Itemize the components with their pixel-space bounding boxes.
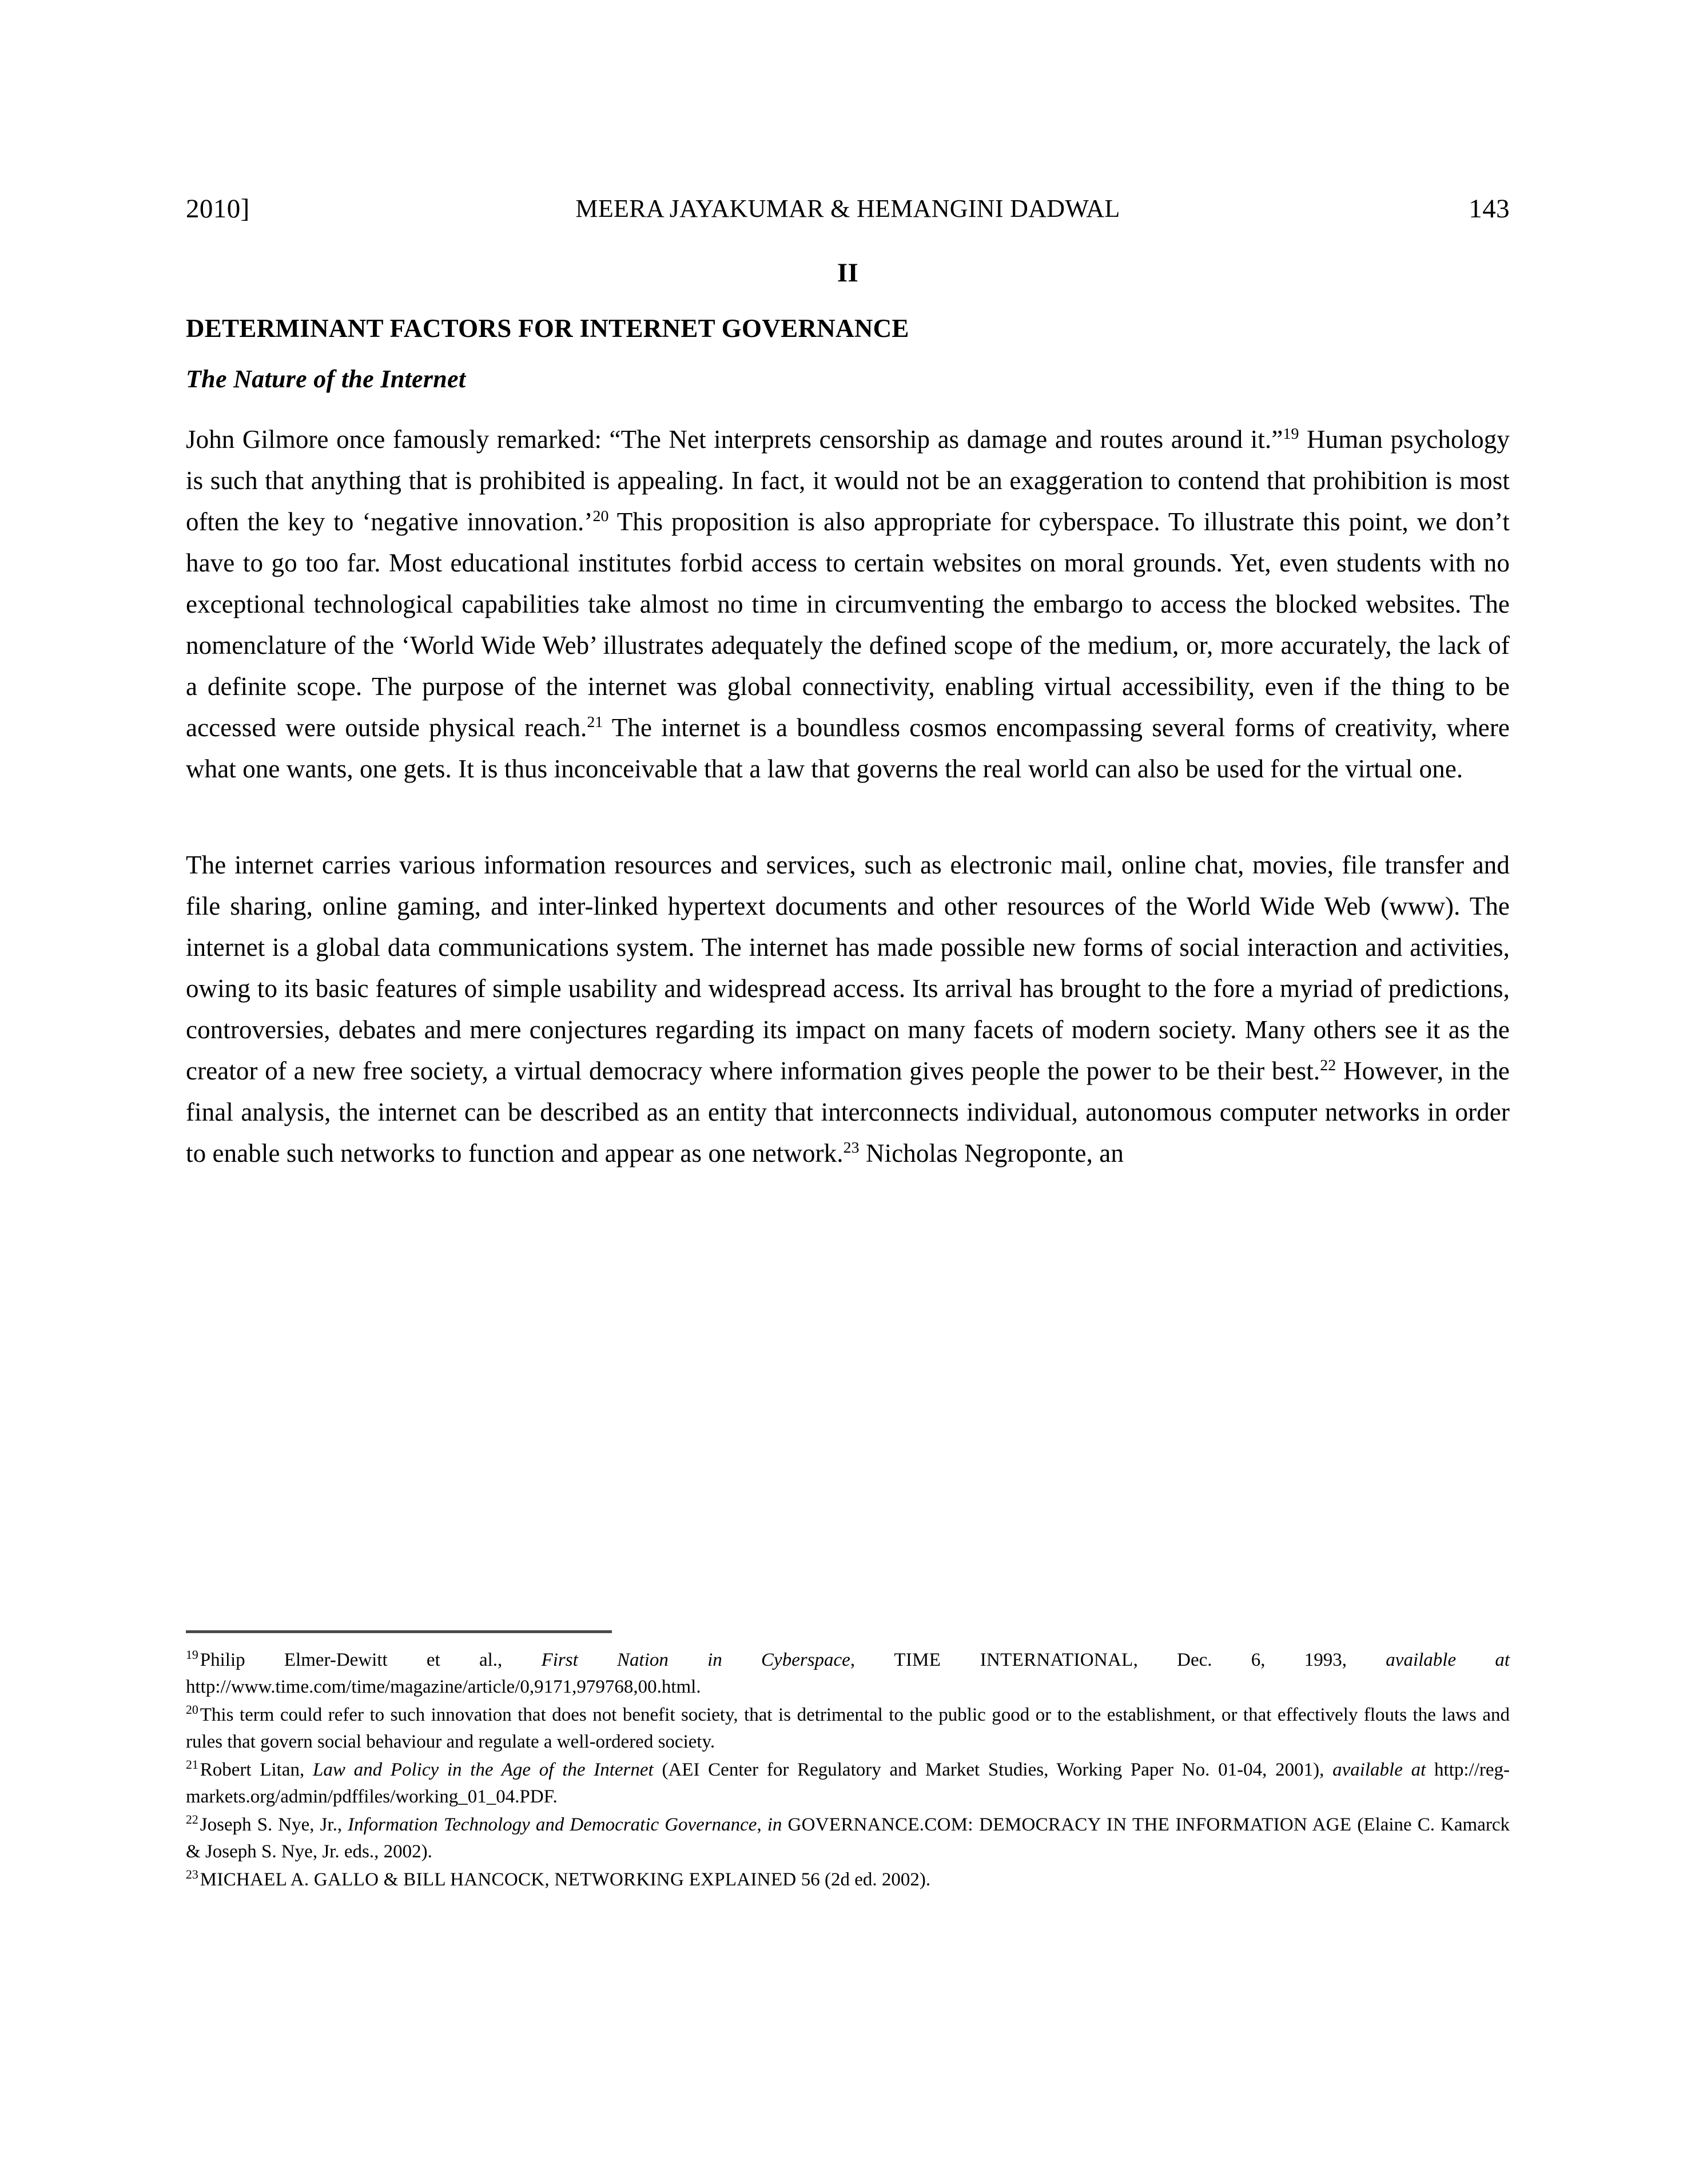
footnote-marker-22[interactable]: 22: [186, 1813, 198, 1826]
footnote-19-part-4: , Dec. 6, 1993,: [1133, 1650, 1386, 1670]
paragraph-2-segment-c: Nicholas Negroponte, an: [859, 1139, 1124, 1168]
footnote-20-part-0: This term could refer to such innovation that does not benefit society, that is detrimental to the public good or to the establishment, or that effectively flouts the laws and rules that govern social behaviour and regulate a well-ordered society.: [186, 1705, 1510, 1752]
footnote-marker-20[interactable]: 20: [186, 1703, 198, 1717]
footnote-marker-21[interactable]: 21: [186, 1758, 198, 1772]
footnote-separator-rule: [186, 1630, 612, 1633]
footnote-21-part-3: available at: [1332, 1760, 1426, 1780]
footnote-19-part-0: Philip Elmer-Dewitt et al.,: [200, 1650, 542, 1670]
footnote-22-part-6: (Elaine C. Kamarck & Joseph S. Nye, Jr. eds., 2002).: [186, 1814, 1510, 1862]
running-head-year: 2010]: [186, 194, 250, 224]
footnote-ref-20[interactable]: 20: [592, 507, 609, 526]
page-number: 143: [1469, 194, 1510, 224]
footnote-19-part-5: available at: [1386, 1650, 1510, 1670]
footnote-marker-23[interactable]: 23: [186, 1868, 198, 1881]
section-numeral: II: [837, 258, 859, 288]
footnote-22-part-2: ,: [757, 1814, 767, 1835]
footnote-21-part-0: Robert Litan,: [200, 1760, 313, 1780]
footnote-22: [186, 1812, 1510, 1865]
body-paragraph-1: [186, 419, 1510, 789]
footnote-19-part-2: ,: [850, 1650, 894, 1670]
running-head-title: MEERA JAYAKUMAR & HEMANGINI DADWAL: [575, 194, 1120, 223]
footnote-ref-21[interactable]: 21: [587, 713, 603, 732]
footnote-21-part-1: Law and Policy in the Age of the Internet: [312, 1760, 654, 1780]
footnote-list: [186, 1647, 1510, 1893]
footnote-19-part-6: http://www.time.com/time/magazine/article/0,9171,979768,00.html.: [186, 1677, 701, 1697]
subsection-heading: The Nature of the Internet: [186, 365, 466, 394]
footnote-23-part-1: 56 (2d ed. 2002).: [796, 1869, 931, 1890]
paragraph-1-segment-b: Human psychology is such that anything that is prohibited is appealing. In fact, it would not be an exaggeration to contend that prohibition is most often the key to ‘negative innovation.’: [186, 425, 1510, 537]
running-head: [186, 189, 1510, 229]
footnote-19-part-3: TIME INTERNATIONAL: [894, 1650, 1133, 1670]
footnote-21-part-2: (AEI Center for Regulatory and Market Studies, Working Paper No. 01-04, 2001),: [653, 1760, 1333, 1780]
footnote-23-part-0: MICHAEL A. GALLO & BILL HANCOCK, NETWORKING EXPLAINED: [200, 1869, 797, 1890]
footnote-ref-22[interactable]: 22: [1320, 1057, 1336, 1075]
footnote-20: [186, 1702, 1510, 1756]
footnote-marker-19[interactable]: 19: [186, 1648, 198, 1662]
paragraph-1-segment-d: The internet is a boundless cosmos encompassing several forms of creativity, where what one wants, one gets. It is thus inconceivable that a law that governs the real world can also be used for the virtual one.: [186, 713, 1510, 784]
section-heading: DETERMINANT FACTORS FOR INTERNET GOVERNANCE: [186, 314, 909, 343]
footnote-19: [186, 1647, 1510, 1701]
page-content: [186, 0, 1510, 1200]
footnote-ref-19[interactable]: 19: [1283, 425, 1299, 443]
footnote-22-part-5: GOVERNANCE.COM: DEMOCRACY IN THE INFORMATION AGE: [787, 1814, 1352, 1835]
footnote-22-part-1: Information Technology and Democratic Governance: [348, 1814, 757, 1835]
footnote-22-part-0: Joseph S. Nye, Jr.,: [200, 1814, 348, 1835]
footnote-ref-23[interactable]: 23: [843, 1139, 860, 1157]
body-paragraph-2: [186, 844, 1510, 1174]
paragraph-2-segment-a: The internet carries various information resources and services, such as electronic mail, online chat, movies, file transfer and file sharing, online gaming, and inter-linked hypertext documents and other resources of the World Wide Web (www). The internet is a global data communications system. The internet has made possible new forms of social interaction and activities, owing to its basic features of simple usability and widespread access. Its arrival has brought to the fore a myriad of predictions, controversies, debates and mere conjectures regarding its impact on many facets of modern society. Many others see it as the creator of a new free society, a virtual democracy where information gives people the power to be their best.: [186, 851, 1510, 1086]
paragraph-2-segment-b: However, in the final analysis, the internet can be described as an entity that interconnects individual, autonomous computer networks in order to enable such networks to function and appear as one network.: [186, 1057, 1510, 1168]
paragraph-1-segment-a: John Gilmore once famously remarked: “The Net interprets censorship as damage and routes around it.”: [186, 425, 1283, 454]
footnote-21: [186, 1757, 1510, 1810]
footnote-22-part-3: in: [767, 1814, 782, 1835]
footnote-zone: [186, 1630, 1510, 1895]
footnote-19-part-1: First Nation in Cyberspace: [541, 1650, 850, 1670]
paragraph-1-segment-c: This proposition is also appropriate for cyberspace. To illustrate this point, we don’t have to go too far. Most educational institutes forbid access to certain websites on moral grounds. Yet, even students with no exceptional technological capabilities take almost no time in circumventing the embargo to access the blocked websites. The nomenclature of the ‘World Wide Web’ illustrates adequately the defined scope of the medium, or, more accurately, the lack of a definite scope. The purpose of the internet was global connectivity, enabling virtual accessibility, even if the thing to be accessed were outside physical reach.: [186, 507, 1510, 742]
footnote-22-part-4: [782, 1814, 787, 1835]
footnote-23: [186, 1867, 1510, 1893]
footnote-21-part-4: http://reg-markets.org/admin/pdffiles/working_01_04.PDF.: [186, 1760, 1510, 1807]
